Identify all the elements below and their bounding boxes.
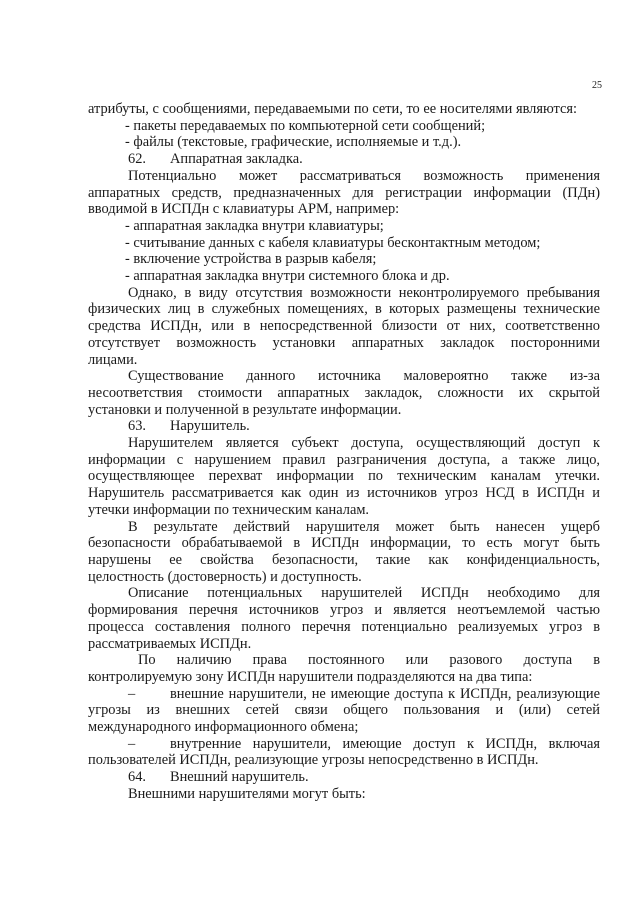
text-line: Нарушитель рассматривается как один из источников угроз НСД в ИСПДн и	[88, 485, 600, 502]
text-line: установки и полученной в результате информации.	[88, 401, 402, 418]
text-line: отсутствует возможность установки аппаратных закладок посторонними	[88, 334, 600, 351]
text-line: Однако, в виду отсутствия возможности неконтролируемого пребывания	[128, 284, 600, 301]
section-title: Нарушитель.	[170, 418, 250, 435]
text-line: Потенциально может рассматриваться возможность применения	[128, 167, 600, 184]
page-number: 25	[592, 80, 602, 91]
text-line: Нарушителем является субъект доступа, осуществляющий доступ к	[128, 435, 600, 452]
list-item: - аппаратная закладка внутри клавиатуры;	[125, 217, 384, 234]
document-body	[88, 101, 600, 803]
list-item: - включение устройства в разрыв кабеля;	[125, 251, 377, 268]
text-line: международного информационного обмена;	[88, 719, 359, 736]
text-line: атрибуты, с сообщениями, передаваемыми по сети, то ее носителями являются:	[88, 101, 577, 117]
text-line: несоответствия стоимости аппаратных закладок, сложности их скрытой	[88, 384, 600, 401]
text-line: В результате действий нарушителя может быть нанесен ущерб	[128, 518, 600, 535]
section-number: 62.	[128, 151, 146, 168]
section-heading-63	[88, 418, 600, 435]
text-line: безопасности обрабатываемой в ИСПДн информации, то есть могут быть	[88, 535, 600, 552]
section-title: Аппаратная закладка.	[170, 151, 303, 168]
text-line: угрозы из внешних сетей связи общего пользования и (или) сетей	[88, 702, 600, 719]
text-line: рассматриваемых ИСПДн.	[88, 635, 252, 652]
list-item-text: внутренние нарушители, имеющие доступ к ИСПДн, включая	[170, 735, 600, 752]
section-title: Внешний нарушитель.	[170, 769, 309, 786]
list-item: - файлы (текстовые, графические, исполняемые и т.д.).	[125, 134, 462, 151]
text-line: пользователей ИСПДн, реализующие угрозы непосредственно в ИСПДн.	[88, 752, 539, 769]
list-item	[88, 686, 600, 703]
section-heading-62	[88, 151, 600, 168]
text-line: аппаратных средств, предназначенных для регистрации информации (ПДн)	[88, 184, 600, 201]
text-line: осуществляющее перехват информации по техническим каналам утечки.	[88, 468, 600, 485]
text-line: нарушены ее свойства безопасности, такие как конфиденциальность,	[88, 551, 600, 568]
text-line: вводимой в ИСПДн с клавиатуры АРМ, например:	[88, 201, 400, 218]
list-item-text: внешние нарушители, не имеющие доступа к ИСПДн, реализующие	[170, 685, 600, 702]
text-line: Внешними нарушителями могут быть:	[128, 785, 366, 802]
text-line: контролируемую зону ИСПДн нарушители подразделяются на два типа:	[88, 668, 533, 685]
section-number: 64.	[128, 769, 146, 786]
section-number: 63.	[128, 418, 146, 435]
list-item: - пакеты передаваемых по компьютерной сети сообщений;	[125, 117, 486, 134]
dash-bullet: –	[128, 735, 136, 752]
dash-bullet: –	[128, 685, 136, 702]
text-line: процесса составления полного перечня потенциально реализуемых угроз в	[88, 618, 600, 635]
text-line: формирования перечня источников угроз и является неотъемлемой частью	[88, 602, 600, 619]
text-line: Существование данного источника маловероятно также из-за	[128, 368, 600, 385]
text-line: Описание потенциальных нарушителей ИСПДн необходимо для	[128, 585, 600, 602]
list-item: - считывание данных с кабеля клавиатуры бесконтактным методом;	[125, 234, 541, 251]
text-line: средства ИСПДн, или в непосредственной близости от них, соответственно	[88, 318, 600, 335]
text-line: По наличию права постоянного или разового доступа в	[138, 652, 600, 669]
text-line: физических лиц в служебных помещениях, в которых размещены технические	[88, 301, 600, 318]
text-line: лицами.	[88, 351, 138, 368]
text-line: утечки информации по техническим каналам.	[88, 501, 370, 518]
text-line: информации с нарушением правил разграничения доступа, а также лицо,	[88, 451, 600, 468]
list-item: - аппаратная закладка внутри системного блока и др.	[125, 268, 450, 285]
text-line: целостность (достоверность) и доступность.	[88, 568, 362, 585]
list-item	[88, 736, 600, 753]
section-heading-64	[88, 769, 600, 786]
